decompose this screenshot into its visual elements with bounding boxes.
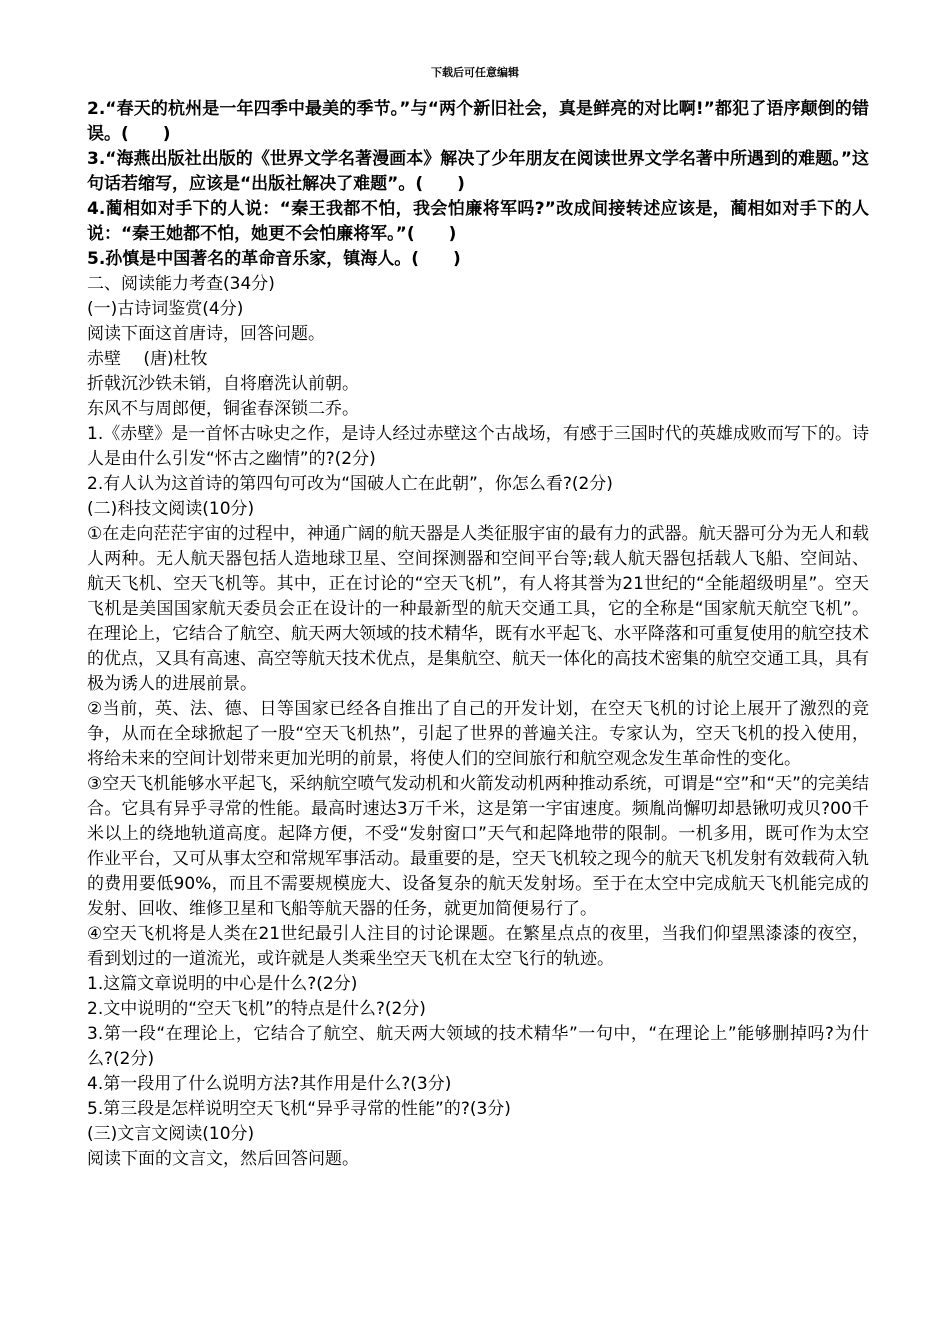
paragraph: 2.“春天的杭州是一年四季中最美的季节。”与“两个新旧社会，真是鲜亮的对比啊!”都犯了语序颠倒的错误。( ) — [87, 99, 869, 144]
paragraph: 阅读下面这首唐诗，回答问题。 — [87, 324, 325, 344]
paragraph: ④空天飞机将是人类在21世纪最引人注目的讨论课题。在繁星点点的夜里，当我们仰望黑漆漆的夜空，看到划过的一道流光，或许就是人类乘坐空天飞机在太空飞行的轨迹。 — [87, 924, 869, 969]
paragraph: 5.孙慎是中国著名的革命音乐家，镇海人。( ) — [87, 249, 461, 269]
paragraph: 1.这篇文章说明的中心是什么?(2分) — [87, 974, 358, 994]
paragraph: 赤壁 (唐)杜牧 — [87, 349, 208, 369]
paragraph: 二、阅读能力考查(34分) — [87, 274, 275, 294]
paragraph: 1.《赤壁》是一首怀古咏史之作，是诗人经过赤壁这个古战场，有感于三国时代的英雄成败而写下的。诗人是由什么引发“怀古之幽情”的?(2分) — [87, 424, 869, 469]
paragraph: 东风不与周郎便，铜雀春深锁二乔。 — [87, 399, 359, 419]
page-header: 下载后可任意编辑 — [431, 66, 519, 79]
paragraph: 阅读下面的文言文，然后回答问题。 — [87, 1149, 359, 1169]
paragraph: (三)文言文阅读(10分) — [87, 1124, 255, 1144]
document-body — [87, 97, 869, 1172]
paragraph: 2.文中说明的“空天飞机”的特点是什么?(2分) — [87, 999, 426, 1019]
paragraph: (二)科技文阅读(10分) — [87, 499, 255, 519]
paragraph: 4.蔺相如对手下的人说：“秦王我都不怕，我会怕廉将军吗?”改成间接转述应该是，蔺相如对手下的人说：“秦王她都不怕，她更不会怕廉将军。”( ) — [87, 199, 869, 244]
paragraph: (一)古诗词鉴赏(4分) — [87, 299, 244, 319]
paragraph: 折戟沉沙铁未销，自将磨洗认前朝。 — [87, 374, 359, 394]
paragraph: 2.有人认为这首诗的第四句可改为“国破人亡在此朝”，你怎么看?(2分) — [87, 474, 613, 494]
paragraph: ③空天飞机能够水平起飞，采纳航空喷气发动机和火箭发动机两种推动系统，可谓是“空”和“天”的完美结合。它具有异乎寻常的性能。最高时速达3万千米，这是第一宇宙速度。频胤尚懈叨却悬锹叨戎贝?00千米以上的绕地轨道高度。起降方便，不受“发射窗口”天气和起降地带的限制。一机多用，既可作为太空作业平台，又可从事太空和常规军事活动。最重要的是，空天飞机较之现今的航天飞机发射有效载荷入轨的费用要低90%，而且不需要规模庞大、设备复杂的航天发射场。至于在太空中完成航天飞机能完成的发射、回收、维修卫星和飞船等航天器的任务，就更加简便易行了。 — [87, 774, 869, 919]
paragraph: 4.第一段用了什么说明方法?其作用是什么?(3分) — [87, 1074, 452, 1094]
paragraph: 3.第一段“在理论上，它结合了航空、航天两大领域的技术精华”一句中，“在理论上”能够删掉吗?为什么?(2分) — [87, 1024, 869, 1069]
paragraph: 3.“海燕出版社出版的《世界文学名著漫画本》解决了少年朋友在阅读世界文学名著中所遇到的难题。”这句话若缩写，应该是“出版社解决了难题”。( ) — [87, 149, 869, 194]
paragraph: ②当前，英、法、德、日等国家已经各自推出了自己的开发计划，在空天飞机的讨论上展开了激烈的竞争，从而在全球掀起了一股“空天飞机热”，引起了世界的普遍关注。专家认为，空天飞机的投入使用，将给未来的空间计划带来更加光明的前景，将使人们的空间旅行和航空观念发生革命性的变化。 — [87, 699, 869, 769]
paragraph: ①在走向茫茫宇宙的过程中，神通广阔的航天器是人类征服宇宙的最有力的武器。航天器可分为无人和载人两种。无人航天器包括人造地球卫星、空间探测器和空间平台等;载人航天器包括载人飞船、空间站、航天飞机、空天飞机等。其中，正在讨论的“空天飞机”，有人将其誉为21世纪的“全能超级明星”。空天飞机是美国国家航天委员会正在设计的一种最新型的航天交通工具，它的全称是“国家航天航空飞机”。在理论上，它结合了航空、航天两大领域的技术精华，既有水平起飞、水平降落和可重复使用的航空技术的优点，又具有高速、高空等航天技术优点，是集航空、航天一体化的高技术密集的航空交通工具，具有极为诱人的进展前景。 — [87, 524, 869, 694]
paragraph: 5.第三段是怎样说明空天飞机“异乎寻常的性能”的?(3分) — [87, 1099, 511, 1119]
